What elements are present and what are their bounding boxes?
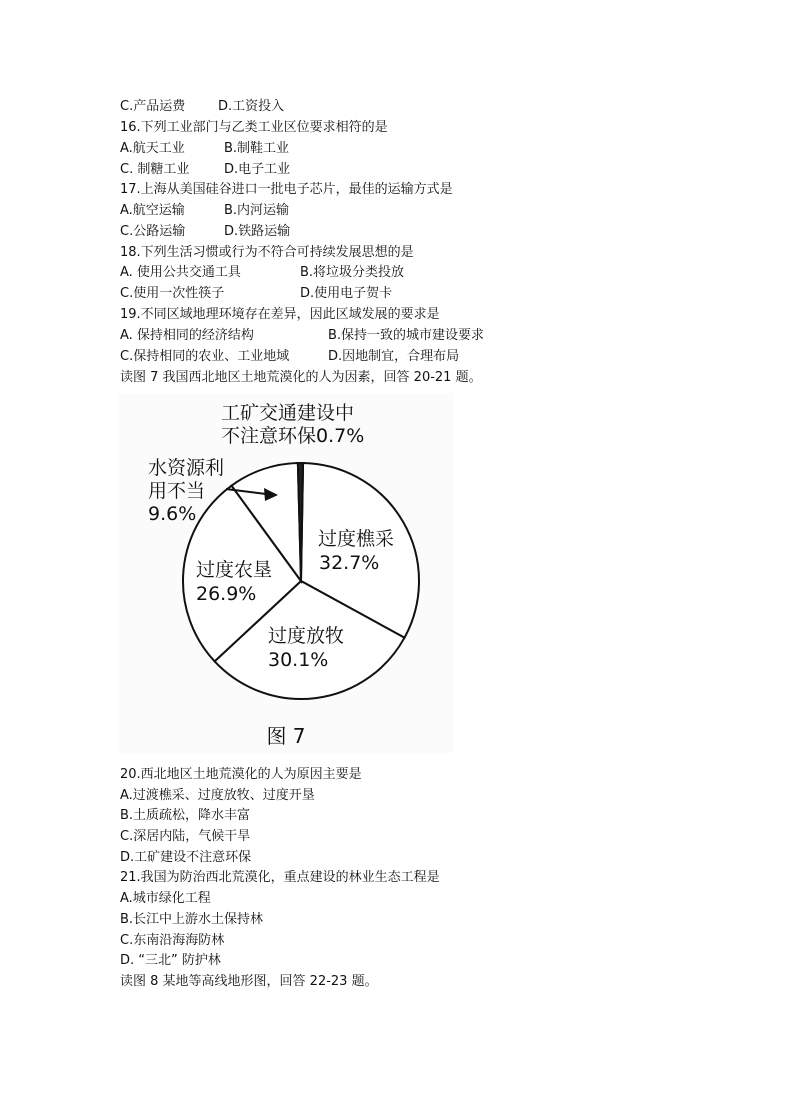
option-c: C.公路运输 xyxy=(120,224,186,239)
q21-option-c: C.东南沿海海防林 xyxy=(120,933,225,948)
question-16: 16.下列工业部门与乙类工业区位要求相符的是 xyxy=(120,120,388,135)
question-17: 17.上海从美国硅谷进口一批电子芯片，最佳的运输方式是 xyxy=(120,182,453,197)
pie-chart xyxy=(118,393,453,753)
slice-value-farming: 26.9% xyxy=(196,583,257,605)
option-d: D.工资投入 xyxy=(218,99,285,114)
slice-label-farming: 过度农垦 xyxy=(196,559,273,581)
option-a: A. 保持相同的经济结构 xyxy=(120,328,254,343)
figure-8-intro: 读图 8 某地等高线地形图，回答 22-23 题。 xyxy=(120,974,378,989)
option-b: B.保持一致的城市建设要求 xyxy=(328,328,485,343)
option-d: D.电子工业 xyxy=(224,162,291,177)
slice-label-mining-line2: 不注意环保0.7% xyxy=(221,425,365,447)
question-18: 18.下列生活习惯或行为不符合可持续发展思想的是 xyxy=(120,245,414,260)
slice-value-logging: 32.7% xyxy=(319,552,380,574)
q21-option-a: A.城市绿化工程 xyxy=(120,891,211,906)
option-a: A.航天工业 xyxy=(120,141,185,156)
option-d: D.使用电子贺卡 xyxy=(300,286,393,301)
slice-value-grazing: 30.1% xyxy=(268,649,329,671)
q20-option-d: D.工矿建设不注意环保 xyxy=(120,850,252,865)
question-21: 21.我国为防治西北荒漠化，重点建设的林业生态工程是 xyxy=(120,870,440,885)
option-c: C. 制糖工业 xyxy=(120,162,190,177)
option-d: D.因地制宜，合理布局 xyxy=(328,349,460,364)
slice-label-logging: 过度樵采 xyxy=(318,528,395,550)
figure-caption: 图 7 xyxy=(266,724,306,748)
question-19: 19.不同区域地理环境存在差异，因此区域发展的要求是 xyxy=(120,307,440,322)
q21-option-d: D. “三北” 防护林 xyxy=(120,953,221,968)
figure-7 xyxy=(118,393,453,753)
q20-option-c: C.深居内陆，气候干旱 xyxy=(120,829,251,844)
option-b: B.将垃圾分类投放 xyxy=(300,265,405,280)
slice-label-water-line1: 水资源利 xyxy=(148,457,225,479)
slice-value-water: 9.6% xyxy=(148,503,197,525)
slice-label-water-line2: 用不当 xyxy=(148,480,206,502)
question-20: 20.西北地区土地荒漠化的人为原因主要是 xyxy=(120,767,362,782)
option-a: A.航空运输 xyxy=(120,203,185,218)
slice-label-mining-line1: 工矿交通建设中 xyxy=(221,402,355,424)
option-c: C.保持相同的农业、工业地域 xyxy=(120,349,290,364)
option-c: C.使用一次性筷子 xyxy=(120,286,225,301)
figure-7-intro: 读图 7 我国西北地区土地荒漠化的人为因素，回答 20-21 题。 xyxy=(120,370,482,385)
q20-option-a: A.过渡樵采、过度放牧、过度开垦 xyxy=(120,788,315,803)
q20-option-b: B.土质疏松，降水丰富 xyxy=(120,808,251,823)
option-b: B.内河运输 xyxy=(224,203,290,218)
slice-label-grazing: 过度放牧 xyxy=(268,625,345,647)
option-b: B.制鞋工业 xyxy=(224,141,290,156)
option-a: A. 使用公共交通工具 xyxy=(120,265,241,280)
q21-option-b: B.长江中上游水土保持林 xyxy=(120,912,264,927)
option-d: D.铁路运输 xyxy=(224,224,291,239)
option-c: C.产品运费 xyxy=(120,99,186,114)
